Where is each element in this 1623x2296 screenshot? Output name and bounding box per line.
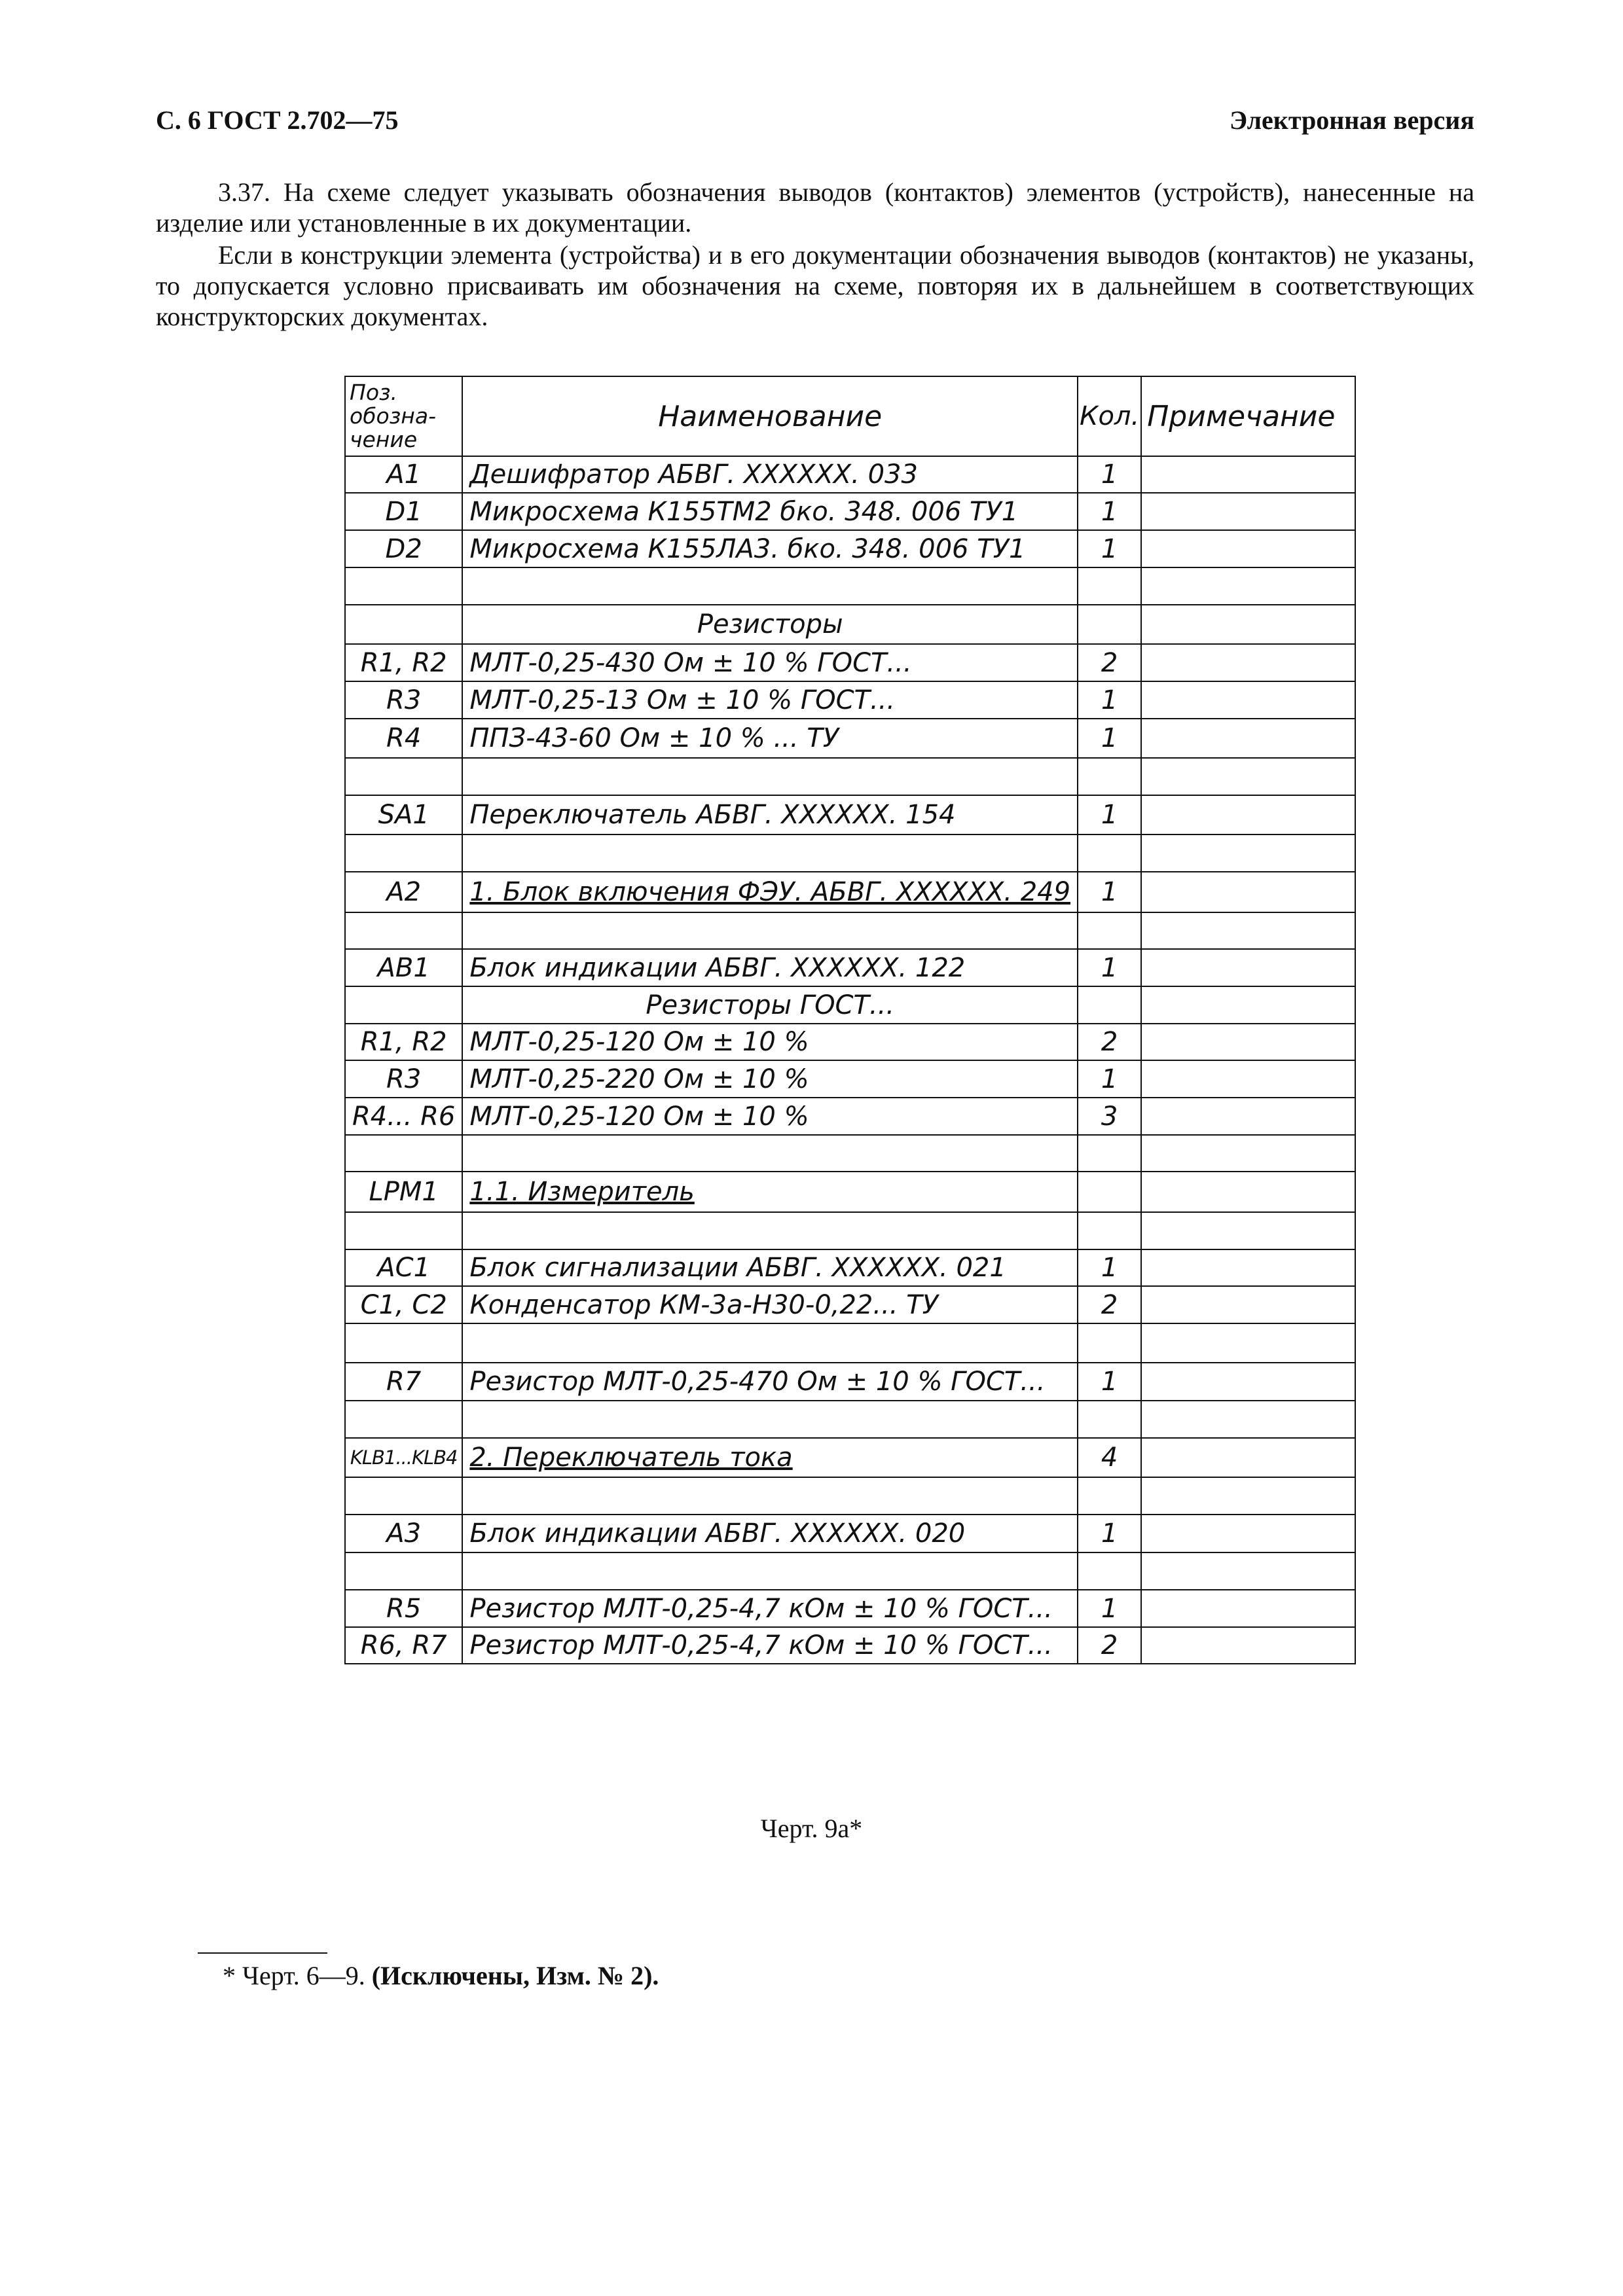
cell-position: R7	[345, 1363, 462, 1401]
footnote	[223, 1960, 659, 1991]
cell-name	[462, 1552, 1078, 1590]
cell-quantity: 1	[1078, 1249, 1141, 1286]
cell-quantity	[1078, 986, 1141, 1024]
table-row	[345, 719, 1355, 758]
cell-quantity: 1	[1078, 719, 1141, 758]
table-row	[345, 1212, 1355, 1249]
cell-name	[462, 1212, 1078, 1249]
cell-note	[1141, 1438, 1355, 1477]
cell-position: A2	[345, 872, 462, 912]
cell-note	[1141, 758, 1355, 795]
cell-quantity: 1	[1078, 1060, 1141, 1098]
header-quantity: Кол.	[1078, 376, 1141, 456]
table-row	[345, 912, 1355, 949]
cell-position	[345, 1552, 462, 1590]
cell-quantity: 1	[1078, 1515, 1141, 1552]
cell-quantity	[1078, 567, 1141, 605]
cell-name: Резистор МЛТ-0,25-4,7 кОм ± 10 % ГОСТ...	[462, 1627, 1078, 1664]
table-row	[345, 644, 1355, 681]
table-row	[345, 1552, 1355, 1590]
cell-note	[1141, 912, 1355, 949]
cell-position: AC1	[345, 1249, 462, 1286]
cell-quantity: 1	[1078, 1590, 1141, 1627]
cell-position	[345, 986, 462, 1024]
cell-position: R1, R2	[345, 644, 462, 681]
cell-name: Микросхема К155ТМ2 бко. 348. 006 ТУ1	[462, 493, 1078, 530]
cell-note	[1141, 456, 1355, 493]
cell-name	[462, 872, 1078, 912]
table-row	[345, 681, 1355, 719]
cell-quantity: 1	[1078, 949, 1141, 986]
cell-name: Блок индикации АБВГ. XXXXXX. 122	[462, 949, 1078, 986]
cell-quantity	[1078, 834, 1141, 872]
cell-quantity: 2	[1078, 1286, 1141, 1323]
cell-quantity	[1078, 758, 1141, 795]
cell-quantity: 2	[1078, 1024, 1141, 1060]
cell-position	[345, 1135, 462, 1172]
table-row	[345, 1515, 1355, 1552]
cell-note	[1141, 1515, 1355, 1552]
cell-position: A3	[345, 1515, 462, 1552]
cell-note	[1141, 1249, 1355, 1286]
table-row	[345, 530, 1355, 567]
cell-quantity	[1078, 1135, 1141, 1172]
cell-position: LPM1	[345, 1172, 462, 1212]
table-row	[345, 1323, 1355, 1363]
header-name: Наименование	[462, 376, 1078, 456]
cell-note	[1141, 1172, 1355, 1212]
table-row	[345, 1060, 1355, 1098]
cell-position	[345, 1323, 462, 1363]
cell-position: C1, C2	[345, 1286, 462, 1323]
cell-note	[1141, 1627, 1355, 1664]
cell-name: Резистор МЛТ-0,25-4,7 кОм ± 10 % ГОСТ...	[462, 1590, 1078, 1627]
cell-quantity	[1078, 1401, 1141, 1438]
table-header-row	[345, 376, 1355, 456]
cell-name: Переключатель АБВГ. XXXXXX. 154	[462, 795, 1078, 834]
cell-name: МЛТ-0,25-430 Ом ± 10 % ГОСТ...	[462, 644, 1078, 681]
cell-position	[345, 567, 462, 605]
table-row	[345, 795, 1355, 834]
table-row	[345, 1135, 1355, 1172]
table-row	[345, 1172, 1355, 1212]
table-row	[345, 986, 1355, 1024]
table-row	[345, 1098, 1355, 1135]
cell-note	[1141, 1552, 1355, 1590]
cell-note	[1141, 1363, 1355, 1401]
cell-note	[1141, 1477, 1355, 1515]
table-row	[345, 1024, 1355, 1060]
footnote-bold-text: (Исключены, Изм. № 2).	[371, 1961, 659, 1990]
cell-note	[1141, 719, 1355, 758]
cell-position	[345, 1401, 462, 1438]
table-row	[345, 605, 1355, 644]
cell-note	[1141, 872, 1355, 912]
cell-name	[462, 912, 1078, 949]
table-row	[345, 1438, 1355, 1477]
cell-position	[345, 758, 462, 795]
cell-quantity: 2	[1078, 1627, 1141, 1664]
cell-name: МЛТ-0,25-120 Ом ± 10 %	[462, 1024, 1078, 1060]
cell-note	[1141, 493, 1355, 530]
cell-quantity: 1	[1078, 1363, 1141, 1401]
cell-name	[462, 1135, 1078, 1172]
cell-name: Блок сигнализации АБВГ. XXXXXX. 021	[462, 1249, 1078, 1286]
cell-quantity	[1078, 1172, 1141, 1212]
cell-name: ППЗ-43-60 Ом ± 10 % ... ТУ	[462, 719, 1078, 758]
footnote-divider	[198, 1952, 327, 1954]
cell-quantity: 1	[1078, 530, 1141, 567]
cell-position: R5	[345, 1590, 462, 1627]
cell-name	[462, 1172, 1078, 1212]
cell-quantity: 1	[1078, 681, 1141, 719]
cell-name: Резисторы ГОСТ...	[462, 986, 1078, 1024]
table-row	[345, 758, 1355, 795]
cell-name-text: 2. Переключатель тока	[469, 1443, 793, 1473]
figure-caption: Черт. 9а*	[760, 1814, 863, 1843]
cell-note	[1141, 834, 1355, 872]
cell-position: R6, R7	[345, 1627, 462, 1664]
table-row	[345, 1401, 1355, 1438]
table-row	[345, 1627, 1355, 1664]
cell-note	[1141, 1212, 1355, 1249]
paragraph-3-37: 3.37. На схеме следует указывать обозначения выводов (контактов) элементов (устройств), нанесенные на изделие или установленные в их документации.	[156, 177, 1474, 238]
cell-name	[462, 567, 1078, 605]
cell-position	[345, 605, 462, 644]
cell-name: Резистор МЛТ-0,25-470 Ом ± 10 % ГОСТ...	[462, 1363, 1078, 1401]
cell-quantity	[1078, 1212, 1141, 1249]
cell-quantity	[1078, 1477, 1141, 1515]
cell-note	[1141, 530, 1355, 567]
cell-note	[1141, 1401, 1355, 1438]
cell-position: SA1	[345, 795, 462, 834]
cell-note	[1141, 1286, 1355, 1323]
cell-name: Блок индикации АБВГ. XXXXXX. 020	[462, 1515, 1078, 1552]
table-row	[345, 1590, 1355, 1627]
cell-name-text: 1. Блок включения ФЭУ. АБВГ. XXXXXX. 249	[469, 877, 1071, 907]
cell-note	[1141, 567, 1355, 605]
cell-note	[1141, 795, 1355, 834]
table-row	[345, 1249, 1355, 1286]
cell-position	[345, 1212, 462, 1249]
cell-note	[1141, 1323, 1355, 1363]
page-header-left: С. 6 ГОСТ 2.702—75	[156, 105, 399, 135]
cell-position	[345, 834, 462, 872]
cell-position: R1, R2	[345, 1024, 462, 1060]
cell-position: R4... R6	[345, 1098, 462, 1135]
cell-name	[462, 758, 1078, 795]
parts-list-table	[344, 376, 1356, 1664]
table-row	[345, 872, 1355, 912]
cell-name	[462, 834, 1078, 872]
cell-name	[462, 1477, 1078, 1515]
cell-name	[462, 1438, 1078, 1477]
cell-quantity: 3	[1078, 1098, 1141, 1135]
cell-position	[345, 912, 462, 949]
table-row	[345, 493, 1355, 530]
cell-quantity	[1078, 1323, 1141, 1363]
cell-name: МЛТ-0,25-120 Ом ± 10 %	[462, 1098, 1078, 1135]
footnote-text: * Черт. 6—9.	[223, 1961, 372, 1990]
cell-note	[1141, 1060, 1355, 1098]
cell-position: R4	[345, 719, 462, 758]
cell-note	[1141, 1135, 1355, 1172]
cell-note	[1141, 681, 1355, 719]
cell-position: A1	[345, 456, 462, 493]
cell-position	[345, 1477, 462, 1515]
cell-quantity: 4	[1078, 1438, 1141, 1477]
table-row	[345, 949, 1355, 986]
cell-quantity: 1	[1078, 493, 1141, 530]
cell-name: Микросхема К155ЛА3. бко. 348. 006 ТУ1	[462, 530, 1078, 567]
cell-name: МЛТ-0,25-13 Ом ± 10 % ГОСТ...	[462, 681, 1078, 719]
cell-note	[1141, 1098, 1355, 1135]
cell-position: KLB1...KLB4	[345, 1438, 462, 1477]
cell-position: D2	[345, 530, 462, 567]
cell-name: Дешифратор АБВГ. XXXXXX. 033	[462, 456, 1078, 493]
cell-quantity: 1	[1078, 872, 1141, 912]
cell-position: D1	[345, 493, 462, 530]
cell-name: Конденсатор КМ-3а-Н30-0,22... ТУ	[462, 1286, 1078, 1323]
cell-position: R3	[345, 1060, 462, 1098]
cell-quantity	[1078, 912, 1141, 949]
cell-name: Резисторы	[462, 605, 1078, 644]
cell-quantity: 1	[1078, 456, 1141, 493]
page-header-right: Электронная версия	[1229, 105, 1474, 135]
cell-name	[462, 1401, 1078, 1438]
cell-quantity	[1078, 605, 1141, 644]
cell-quantity: 1	[1078, 795, 1141, 834]
table-row	[345, 1477, 1355, 1515]
table-row	[345, 1286, 1355, 1323]
cell-position: R3	[345, 681, 462, 719]
cell-note	[1141, 1590, 1355, 1627]
header-note: Примечание	[1141, 376, 1355, 456]
table-row	[345, 1363, 1355, 1401]
cell-name-text: 1.1. Измеритель	[469, 1177, 695, 1207]
cell-quantity: 2	[1078, 644, 1141, 681]
cell-note	[1141, 986, 1355, 1024]
table-row	[345, 567, 1355, 605]
table-row	[345, 834, 1355, 872]
cell-note	[1141, 949, 1355, 986]
cell-quantity	[1078, 1552, 1141, 1590]
cell-note	[1141, 1024, 1355, 1060]
paragraph-terminal-designations: Если в конструкции элемента (устройства) и в его документации обозначения выводов (контактов) не указаны, то допускается условно присваивать им обозначения на схеме, повторяя их в дальнейшем в соответствующих конструкторских документах.	[156, 240, 1474, 331]
cell-note	[1141, 644, 1355, 681]
table-row	[345, 456, 1355, 493]
cell-name	[462, 1323, 1078, 1363]
cell-position: AB1	[345, 949, 462, 986]
cell-note	[1141, 605, 1355, 644]
cell-name: МЛТ-0,25-220 Ом ± 10 %	[462, 1060, 1078, 1098]
header-position: Поз. обозна-чение	[345, 376, 462, 456]
